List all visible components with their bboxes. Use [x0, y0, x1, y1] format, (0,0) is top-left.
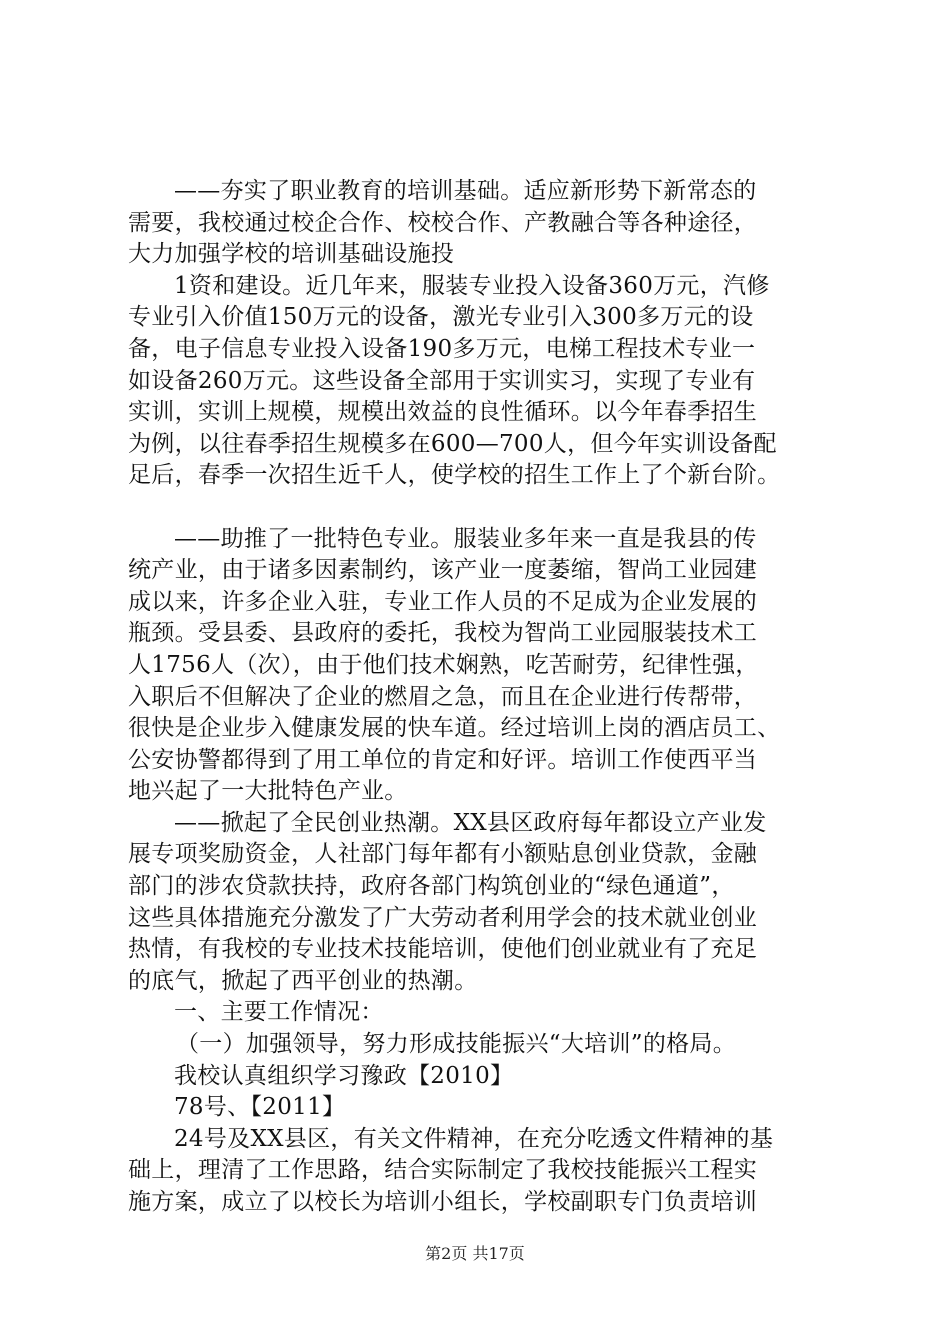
- paragraph-line: ——夯实了职业教育的培训基础。适应新形势下新常态的: [174, 178, 757, 204]
- paragraph-line: 展专项奖励资金，人社部门每年都有小额贴息创业贷款，金融: [128, 841, 758, 868]
- paragraph-line: 备，电子信息专业投入设备190多万元，电梯工程技术专业一: [128, 335, 756, 362]
- paragraph-line: 部门的涉农贷款扶持，政府各部门构筑创业的“绿色通道”，: [128, 873, 735, 900]
- paragraph-line: 地兴起了一大批特色产业。: [128, 778, 408, 805]
- paragraph-line: 专业引入价值150万元的设备，激光专业引入300多万元的设: [128, 304, 754, 331]
- paragraph-line: 实训，实训上规模，规模出效益的良性循环。以今年春季招生: [128, 399, 758, 426]
- paragraph-line: 如设备260万元。这些设备全部用于实训实习，实现了专业有: [128, 367, 756, 394]
- subsection-heading: （一）加强领导，努力形成技能振兴“大培训”的格局。: [176, 1031, 737, 1058]
- paragraph-line: 成以来，许多企业入驻，专业工作人员的不足成为企业发展的: [128, 588, 758, 615]
- page-number-footer: 第2页 共17页: [425, 1244, 525, 1263]
- paragraph-line: 入职后不但解决了企业的燃眉之急，而且在企业进行传帮带，: [128, 683, 758, 710]
- paragraph-line: 24号及XX县区，有关文件精神，在充分吃透文件精神的基: [174, 1125, 774, 1152]
- paragraph-line: 热情，有我校的专业技术技能培训，使他们创业就业有了充足: [128, 936, 758, 963]
- paragraph-line: 瓶颈。受县委、县政府的委托，我校为智尚工业园服装技术工: [128, 620, 758, 647]
- paragraph-gap: [128, 492, 828, 524]
- paragraph-line: 1资和建设。近几年来，服装专业投入设备360万元，汽修: [174, 272, 770, 299]
- paragraph-line: 78号、【2011】: [174, 1094, 346, 1121]
- paragraph-line: 础上，理清了工作思路，结合实际制定了我校技能振兴工程实: [128, 1157, 758, 1184]
- paragraph-line: 为例，以往春季招生规模多在600—700人，但今年实训设备配: [128, 430, 777, 457]
- paragraph-line: 施方案，成立了以校长为培训小组长，学校副职专门负责培训: [128, 1189, 758, 1215]
- paragraph-line: 大力加强学校的培训基础设施投: [128, 241, 455, 268]
- paragraph-line: 足后，春季一次招生近千人，使学校的招生工作上了个新台阶。: [128, 462, 781, 489]
- paragraph-line: 很快是企业步入健康发展的快车道。经过培训上岗的酒店员工、: [128, 715, 781, 742]
- paragraph-line: ——助推了一批特色专业。服装业多年来一直是我县的传: [174, 525, 757, 552]
- section-heading: 一、主要工作情况：: [174, 999, 384, 1026]
- paragraph-line: 人1756人（次），由于他们技术娴熟，吃苦耐劳，纪律性强，: [128, 651, 759, 678]
- paragraph-line: 我校认真组织学习豫政【2010】: [174, 1062, 514, 1089]
- paragraph-line: 这些具体措施充分激发了广大劳动者利用学会的技术就业创业: [128, 904, 758, 931]
- document-body: [128, 176, 828, 1219]
- paragraph-line: 的底气，掀起了西平创业的热潮。: [128, 967, 478, 994]
- paragraph-line: 需要，我校通过校企合作、校校合作、产教融合等各种途径，: [128, 209, 758, 236]
- paragraph-line: ——掀起了全民创业热潮。XX县区政府每年都设立产业发: [174, 809, 767, 836]
- paragraph-line: 公安协警都得到了用工单位的肯定和好评。培训工作使西平当: [128, 746, 758, 773]
- paragraph-line: 统产业，由于诸多因素制约，该产业一度萎缩，智尚工业园建: [128, 557, 758, 584]
